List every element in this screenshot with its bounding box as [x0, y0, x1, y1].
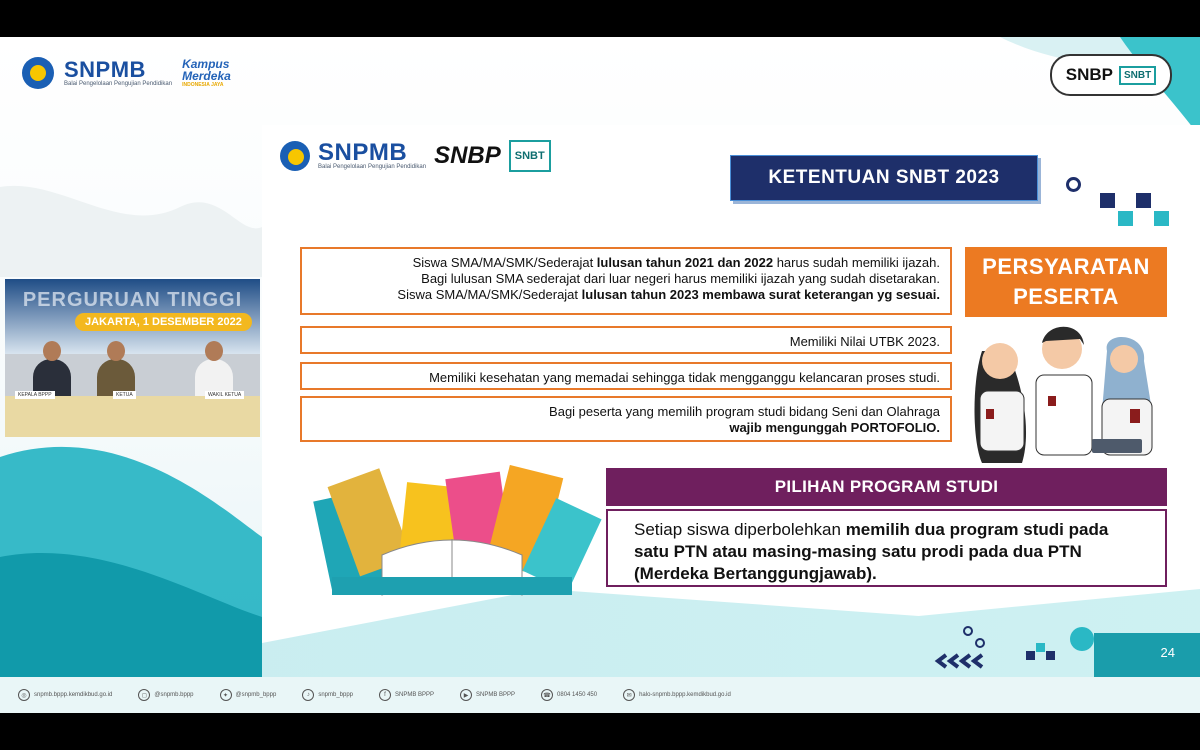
requirement-bold: lulusan tahun 2021 dan 2022 [596, 255, 774, 270]
requirement-text: Memiliki Nilai UTBK 2023. [789, 334, 940, 349]
square-decoration [1118, 211, 1133, 226]
youtube-icon: ▶ [460, 689, 472, 701]
footer-item [18, 689, 112, 701]
requirement-text: Siswa SMA/MA/SMK/Sederajat [397, 287, 582, 302]
footer-text: 0804 1450 450 [557, 692, 598, 698]
requirement-text: Memiliki kesehatan yang memadai sehingga tidak mengganggu kelancaran proses studi. [429, 370, 940, 385]
requirement-text: harus sudah memiliki ijazah. [773, 255, 940, 270]
persyaratan-peserta-label [965, 247, 1167, 317]
footer-text: SNPMB BPPP [476, 692, 516, 698]
twitter-icon: ✦ [220, 689, 232, 701]
slide-snbt-logo: SNBT [509, 140, 551, 172]
footer-item [541, 689, 597, 701]
slide [262, 125, 1200, 679]
snpmb-subtitle: Balai Pengelolaan Pengujian Pendidikan [64, 80, 173, 87]
footer-item [379, 689, 434, 701]
nameplate: WAKIL KETUA [205, 391, 244, 399]
kampus-text: Kampus [182, 57, 230, 71]
footer-item [138, 689, 193, 701]
bottom-decoration [934, 595, 1200, 679]
tut-wuri-emblem-icon [22, 57, 54, 89]
persyaratan-line: PESERTA [1013, 284, 1119, 309]
snbp-badge-text: SNBP [1065, 65, 1113, 84]
slide-snbp-logo: SNBP [434, 142, 501, 169]
footer-item [623, 689, 731, 701]
slide-logos [280, 140, 551, 172]
merdeka-text: Merdeka [182, 69, 231, 83]
requirement-box-3 [300, 362, 952, 390]
video-date-pill: JAKARTA, 1 DESEMBER 2022 [75, 313, 252, 331]
slide-snpmb-subtitle: Balai Pengelolaan Pengujian Pendidikan [318, 163, 427, 170]
footer-text: SNPMB BPPP [395, 692, 435, 698]
facebook-icon: f [379, 689, 391, 701]
footer-text: snpmb.bppp.kemdikbud.go.id [34, 692, 113, 698]
conference-table [5, 396, 260, 437]
square-decoration [1100, 193, 1115, 208]
pilihan-text: Setiap siswa diperbolehkan [634, 520, 846, 539]
email-icon: ✉ [623, 689, 635, 701]
square-decoration [1136, 193, 1151, 208]
students-illustration [962, 321, 1167, 463]
footer-text: @snpmb_bppp [235, 692, 277, 698]
slide-page-number: 24 [1160, 645, 1175, 660]
requirement-text: Bagi lulusan SMA sederajat dari luar negeri harus memiliki ijazah yang sudah disetarakan. [421, 271, 940, 286]
requirement-text: Siswa SMA/MA/SMK/Sederajat [412, 255, 597, 270]
footer-item [460, 689, 515, 701]
requirement-box-4 [300, 396, 952, 442]
web-icon: ◎ [18, 689, 30, 701]
nameplate: KEPALA BPPP [15, 391, 55, 399]
snbt-badge-text: SNBT [1119, 66, 1156, 85]
footer-social-bar [0, 677, 1200, 713]
footer-item [302, 689, 353, 701]
requirement-text: Bagi peserta yang memilih program studi bidang Seni dan Olahraga [549, 404, 940, 419]
circle-decoration [1066, 177, 1081, 192]
nameplate: KETUA [113, 391, 136, 399]
presentation-stage [0, 37, 1200, 713]
footer-text: halo-snpmb.bppp.kemdikbud.go.id [639, 692, 731, 698]
kampus-merdeka-logo [182, 58, 231, 88]
requirement-box-1 [300, 247, 952, 315]
slide-snpmb-logo: SNPMB [318, 138, 408, 166]
books-illustration [312, 465, 602, 600]
footer-item [220, 689, 277, 701]
tiktok-icon: ♪ [302, 689, 314, 701]
live-video-feed [5, 279, 260, 437]
footer-text: snpmb_bppp [318, 692, 354, 698]
phone-icon: ☎ [541, 689, 553, 701]
instagram-icon: ◻ [138, 689, 150, 701]
pilihan-program-studi-body [606, 509, 1167, 587]
pilihan-bold: memilih dua program studi pada satu PTN atau masing-masing satu prodi pada dua PTN (Merdeka Bertanggungjawab). [634, 520, 1109, 583]
tut-wuri-emblem-icon [280, 141, 310, 171]
square-decoration [1154, 211, 1169, 226]
footer-text: @snpmb.bppp [154, 692, 194, 698]
requirement-bold: wajib mengunggah PORTOFOLIO. [729, 420, 940, 435]
slide-title: KETENTUAN SNBT 2023 [730, 155, 1038, 201]
snbp-snbt-badge [1050, 54, 1172, 96]
persyaratan-line: PERSYARATAN [982, 254, 1150, 279]
indonesia-jaya-text: INDONESIA JAYA [182, 82, 224, 88]
video-banner-text: PERGURUAN TINGGI [22, 289, 243, 311]
requirement-box-2 [300, 326, 952, 354]
requirement-bold: lulusan tahun 2023 membawa surat keterangan yg sesuai. [581, 287, 940, 302]
snpmb-logo: SNPMB [64, 56, 146, 82]
pilihan-program-studi-header: PILIHAN PROGRAM STUDI [606, 468, 1167, 506]
header-logos [22, 57, 231, 89]
